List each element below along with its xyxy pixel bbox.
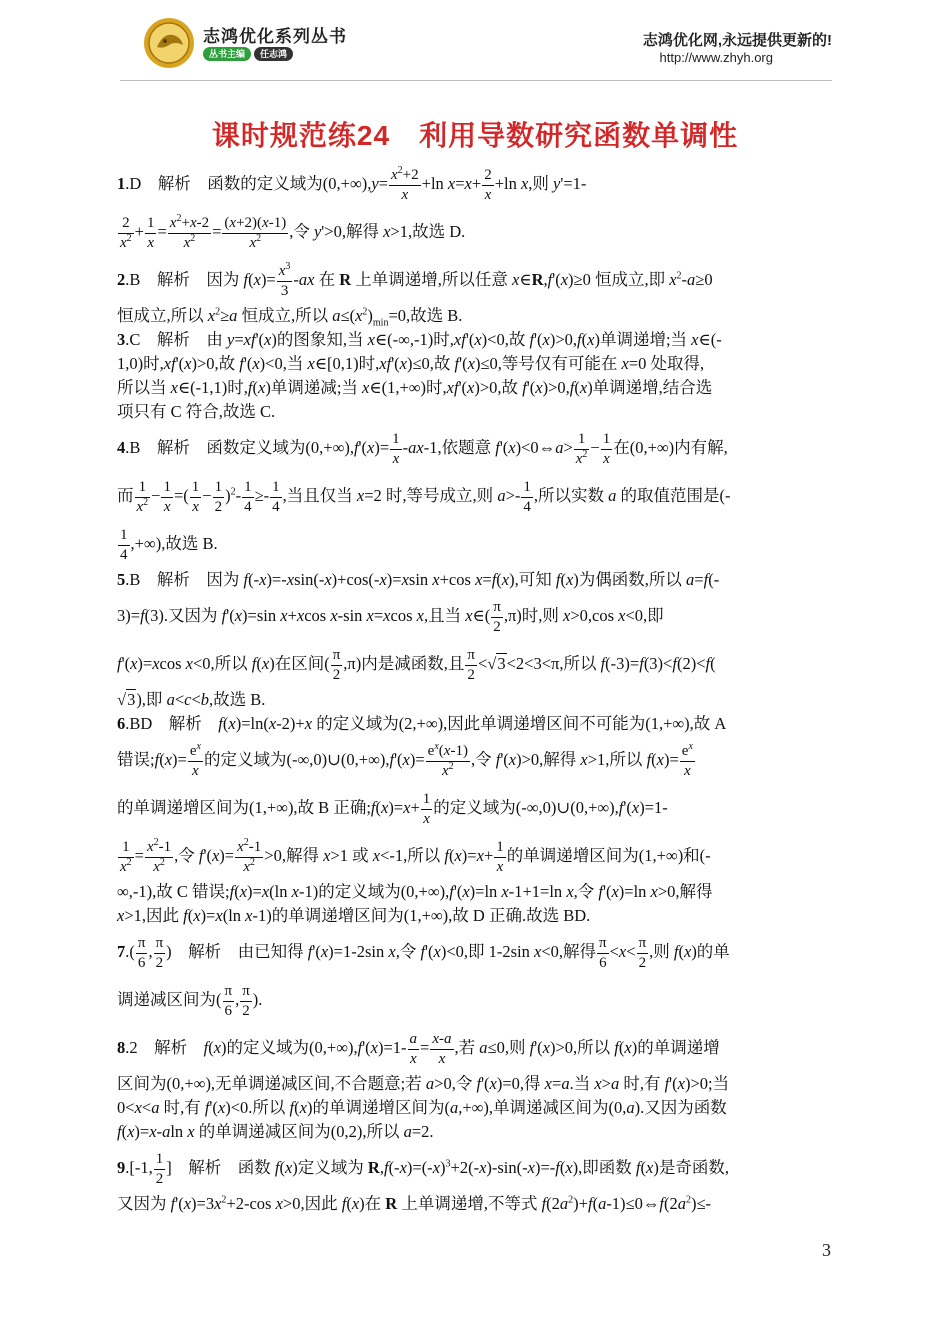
editor-pill: 丛书主编 xyxy=(203,47,251,61)
page-title: 课时规范练24 利用导数研究函数单调性 xyxy=(211,120,739,151)
problem-8: 8.2 解析 f(x)的定义域为(0,+∞),f'(x)=1- $\frac{a}{x}$ = $\frac{x-a}{x}$ ,若 a≤0,则 f'(x)>0,所以 f(x)的单调递增 区间为(0,+∞),无单调递减区间,不合题意;若 a>0,令 f'(x)=0,得 x=a.当 x>a 时,有 f'(x)>0;当 0<x<a 时,有 f'(x)<0.所以 f(x)的单调递增区间为(a,+∞),单调递减区间为(0,a).又因为函数 f(x)=x-aln x 的单调递减区间为(0,2),所以 a=2. xyxy=(117,1030,730,1141)
problem-4-label: 解析 xyxy=(156,438,190,457)
header-slogan: 志鸿优化网,永远提供更新的! xyxy=(642,32,832,49)
problem-2-label: 解析 xyxy=(156,270,190,289)
problem-4: 4.B 解析 函数定义域为(0,+∞),f'(x)= $\frac{1}{x}$ -ax-1,依题意 f'(x)<0⇔a> $\frac{1}{x^2}$ − $\frac{1}{x}$ 在(0,+∞)内有解, 而 $\frac{1}{x^2}$ − $\frac{1}{x}$ =( $\frac{1}{x}$ − $\frac{1}{2}$ )$^2$- $\frac{1}{4}$ ≥- $\frac{1}{4}$ ,当且仅当 x=2 时,等号成立,则 a>- $\frac{1}{4}$ ,所以实数 a 的取值范围是(- $\frac{1}{4}$ ,+∞),故选 B. xyxy=(117,430,731,563)
problem-9: 9.[-1, $\frac{1}{2}$ ] 解析 函数 f(x)定义域为 $R,f(-x)=(-x)^3+2(-x)-\sin(-x)=-f(x)$,即函数 f(x)是奇函数, 又因为 $f'(x)=3x^2+2-\cos$ x>0,因此 f(x)在 R 上单调递增,不等式 $f(2a^2)+f(a-1)\le 0\Leftrightarrow f(2a^2)\le-$ xyxy=(117,1150,729,1213)
page-header xyxy=(0,0,950,92)
brand-name: 志鸿优化系列丛书 xyxy=(203,27,347,46)
page-number: 3 xyxy=(822,1240,831,1260)
publisher-logo-icon xyxy=(143,17,195,69)
problem-7: 7.( $\frac{\pi}{6}$ , $\frac{\pi}{2}$ ) 解析 由已知得 f'(x)=1-2sin x,令 f'(x)<0,即 1-2sin x<0,解得 $\frac{\pi}{6}$ <x< $\frac{\pi}{2}$ ,则 f(x)的单 调递减区间为( $\frac{\pi}{6}$ , $\frac{\pi}{2}$ ). xyxy=(117,934,730,1019)
problem-8-label: 解析 xyxy=(154,1038,188,1057)
problem-5-label: 解析 xyxy=(156,570,190,589)
header-divider xyxy=(120,80,832,81)
problem-1: 1.D 解析 函数的定义域为(0,+∞),y= $\frac{x^2+2}{x}$ +ln x=x+ $\frac{2}{x}$ +ln x,则 y'=1- $\frac{2}{x^2}$ + $\frac{1}{x}$ = $\frac{x^2+x-2}{x^2}$ = $\frac{(x+2)(x-1)}{x^2}$ ,令 y'>0,解得 x>1,故选 D. xyxy=(117,164,587,251)
problem-5: 5.B 解析 因为 f(-x)=-xsin(-x)+cos(-x)=xsin x+cos x=f(x),可知 f(x)为偶函数,所以 a=f(- 3)=f(3).又因为 f'(x)=sin x+xcos x-sin x=xcos x,且当 x∈( $\frac{\pi}{2}$ ,π)时,则 x>0,cos x<0,即 f'(x)=xcos x<0,所以 f(x)在区间( $\frac{\pi}{2}$ ,π)内是减函数,且 $\frac{\pi}{2}$ <√3<2<3<π,所以 f(-3)=f(3)<f(2)<f( √3),即 a<c<b,故选 B. xyxy=(117,570,720,709)
problem-3-label: 解析 xyxy=(156,330,190,349)
header-url[interactable]: http://www.zhyh.org xyxy=(659,50,773,65)
problem-3: 3.C 解析 由 y=xf'(x)的图象知,当 x∈(-∞,-1)时,xf'(x)<0,故 f'(x)>0,f(x)单调递增;当 x∈(- 1,0)时,xf'(x)>0,故 f'(x)<0,当 x∈[0,1)时,xf'(x)≤0,故 f'(x)≤0,等号仅有可能在 x=0 处取得, 所以当 x∈(-1,1)时,f(x)单调递减;当 x∈(1,+∞)时,xf'(x)>0,故 f'(x)>0,f(x)单调递增,结合选 项只有 C 符合,故选 C. xyxy=(117,330,722,421)
editor-name-pill: 任志鸿 xyxy=(254,47,293,61)
problem-9-label: 解析 xyxy=(188,1158,222,1177)
problem-1-label: 解析 xyxy=(157,174,191,193)
answer-content xyxy=(117,160,829,1216)
problem-2: 2.B 解析 因为 f(x)= $\frac{x^3}{3}$ -ax 在 R 上单调递增,所以任意 x∈R,f'(x)≥0 恒成立,即 $x^2-a\ge 0$ 恒成立,所以 $x^2\ge a$ 恒成立,所以 $a\le(x^2)_{min}=0$,故选 B. xyxy=(117,260,713,329)
problem-7-label: 解析 xyxy=(188,942,222,961)
problem-6-label: 解析 xyxy=(168,714,202,733)
problem-1-answer: 1 xyxy=(117,174,126,193)
brand-pills xyxy=(203,47,293,63)
problem-6: 6.BD 解析 f(x)=ln(x-2)+x 的定义域为(2,+∞),因此单调递增区间不可能为(1,+∞),故 A 错误;f(x)= $\frac{e^x}{x}$ 的定义域为(-∞,0)∪(0,+∞),f'(x)= $\frac{e^x(x-1)}{x^2}$ ,令 f'(x)>0,解得 x>1,所以 f(x)= $\frac{e^x}{x}$ 的单调递增区间为(1,+∞),故 B 正确;f(x)=x+ $\frac{1}{x}$ 的定义域为(-∞,0)∪(0,+∞),f'(x)=1- $\frac{1}{x^2}$ = $\frac{x^2-1}{x^2}$ ,令 f'(x)= $\frac{x^2-1}{x^2}$ >0,解得 x>1 或 x<-1,所以 f(x)=x+ $\frac{1}{x}$ 的单调递增区间为(1,+∞)和(- ∞,-1),故 C 错误;f(x)=x(ln x-1)的定义域为(0,+∞),f'(x)=ln x-1+1=ln x,令 f'(x)=ln x>0,解得 x>1,因此 f(x)=x(ln x-1)的单调递增区间为(1,+∞),故 D 正确.故选 BD. xyxy=(117,714,727,925)
